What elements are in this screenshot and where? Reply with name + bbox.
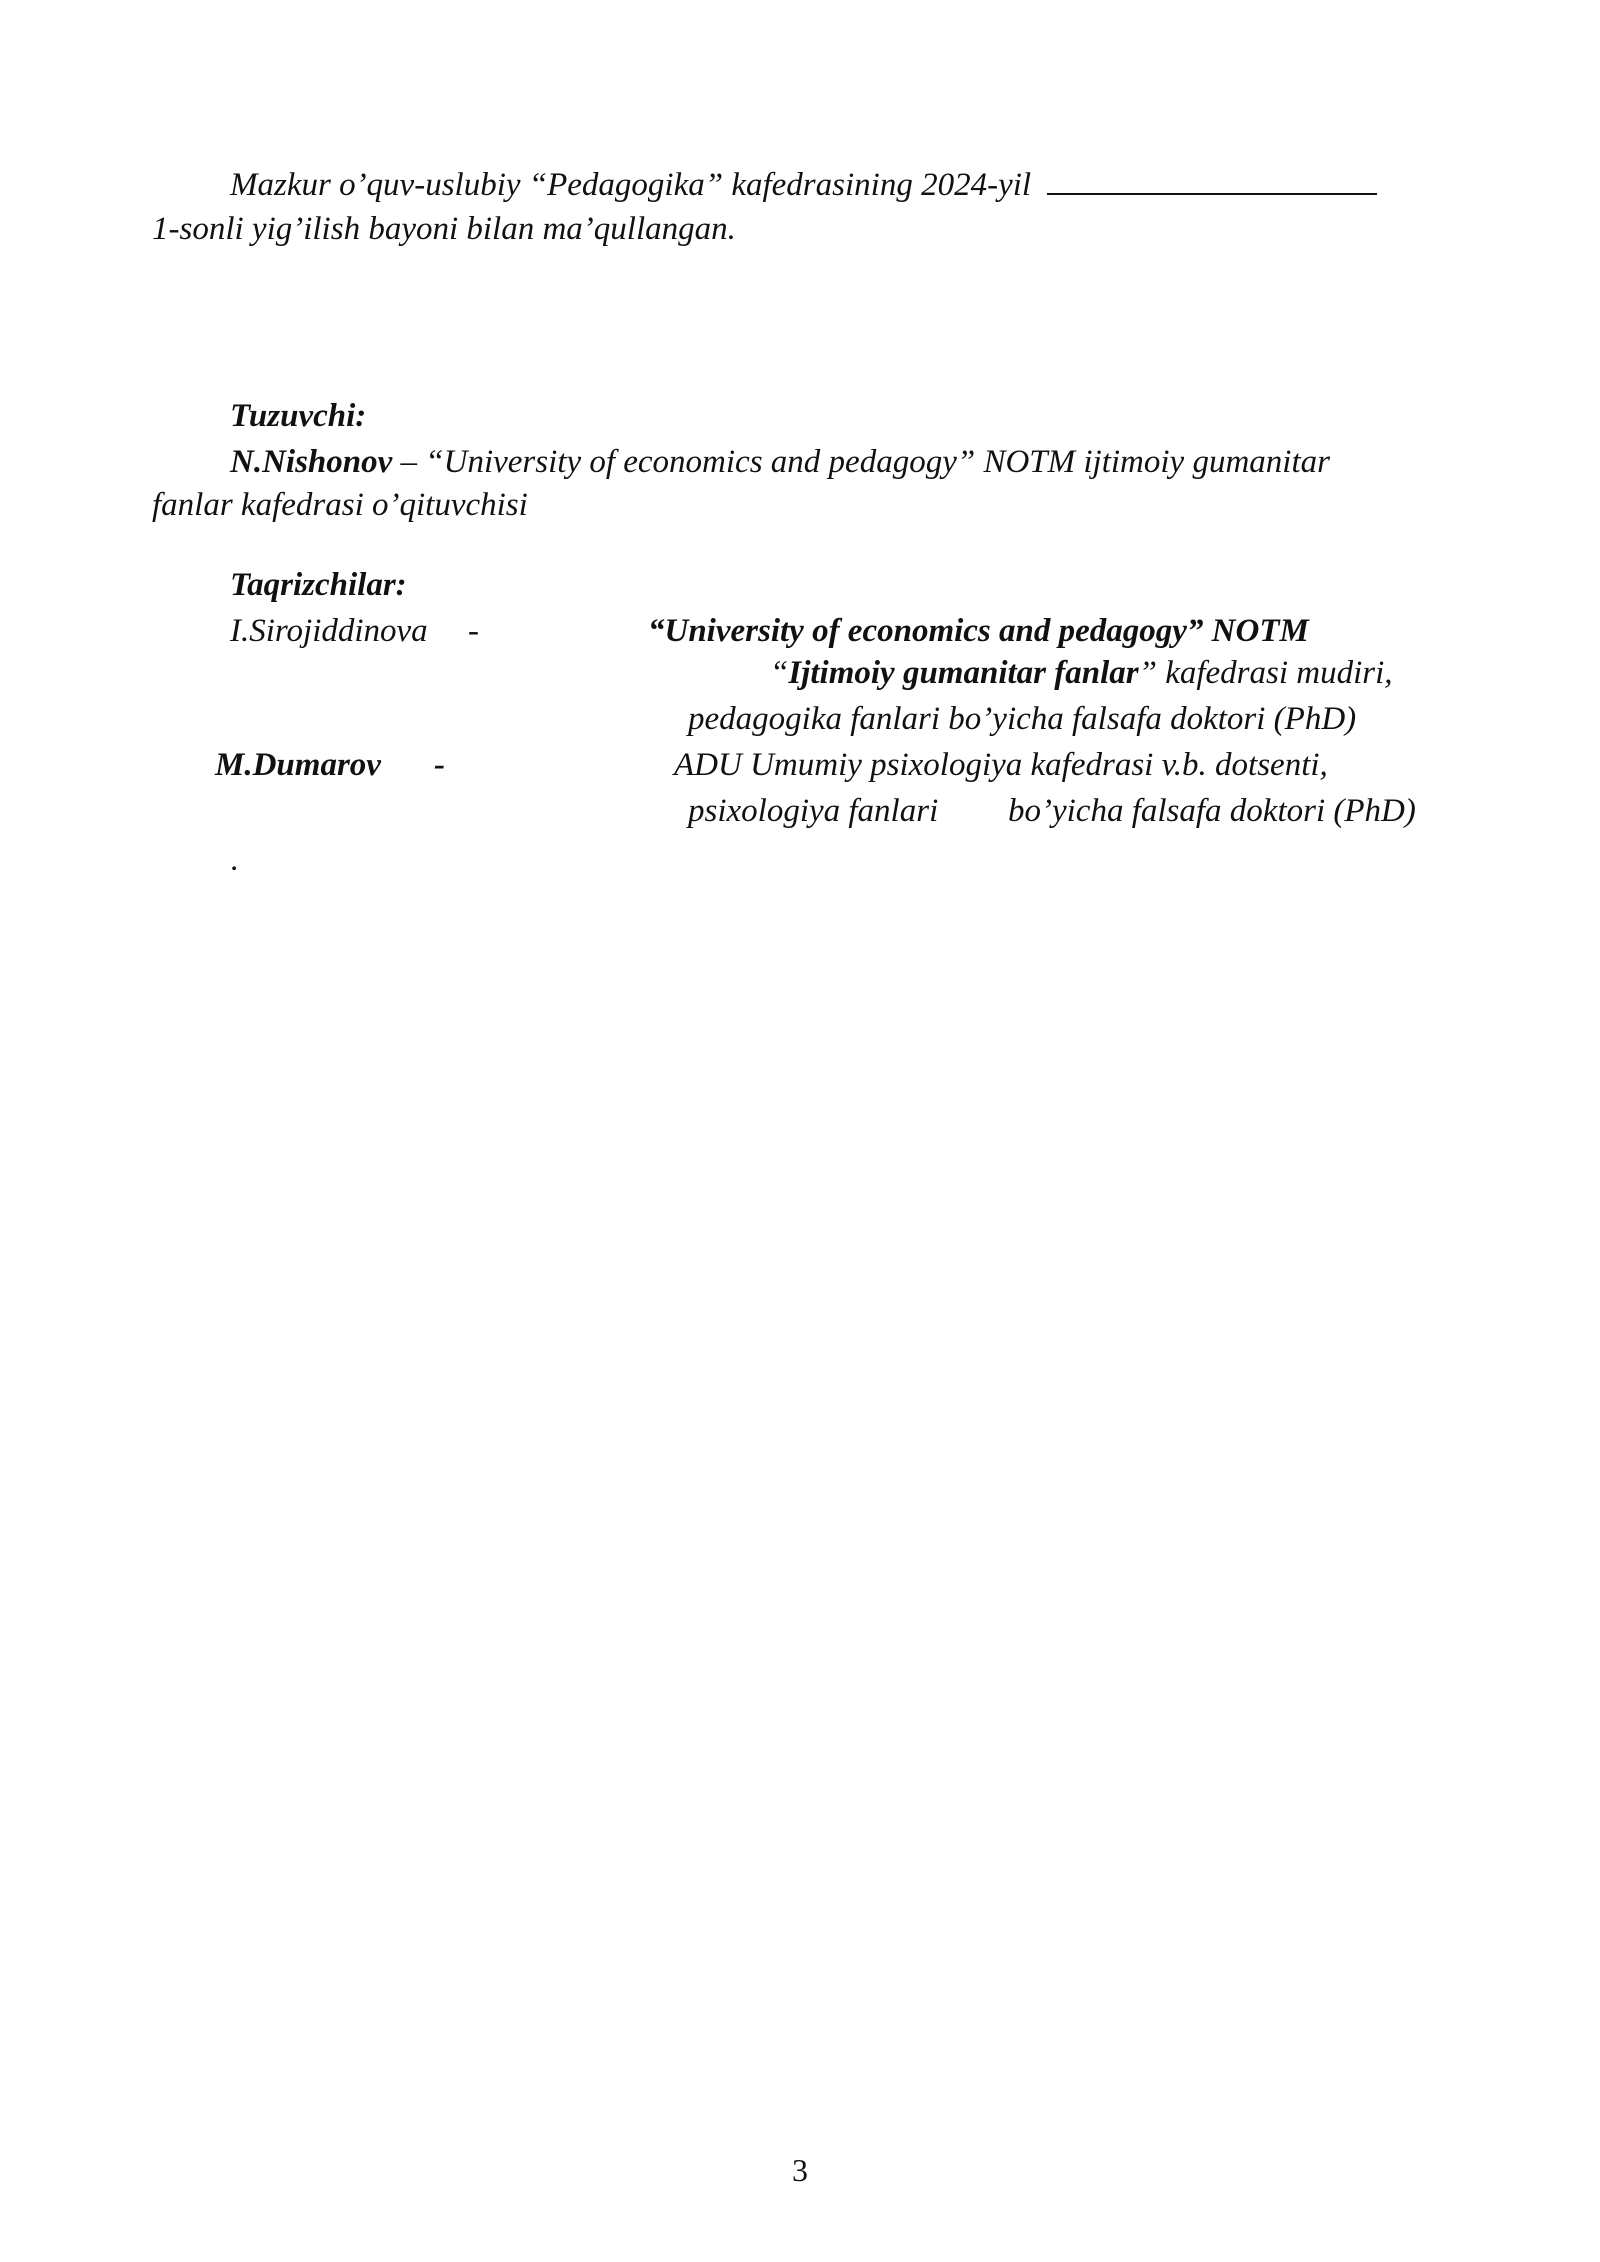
reviewer-2-name: M.Dumarov <box>215 747 381 783</box>
blank-underline <box>1047 163 1377 195</box>
reviewer-2-line-2a: psixologiya fanlari <box>688 793 939 829</box>
reviewer-2-line-1: ADU Umumiy psixologiya kafedrasi v.b. dotsenti, <box>674 747 1328 783</box>
compiler-line-2: fanlar kafedrasi o’qituvchisi <box>152 487 528 523</box>
compiler-line-1 <box>230 442 1330 482</box>
compiler-desc-1: – “University of economics and pedagogy” NOTM ijtimoiy gumanitar <box>392 444 1330 480</box>
approval-line-1 <box>230 163 1377 205</box>
reviewer-1-dash: - <box>468 613 479 649</box>
reviewer-2-dash: - <box>434 747 445 783</box>
reviewer-1-line-3: pedagogika fanlari bo’yicha falsafa doktori (PhD) <box>688 701 1357 737</box>
reviewer-1-line-1: “University of economics and pedagogy” NOTM <box>648 613 1309 649</box>
quote-open: “ <box>770 655 789 691</box>
compiler-name: N.Nishonov <box>230 444 393 480</box>
department-name: Ijtimoiy gumanitar fanlar <box>788 655 1139 691</box>
approval-text: Mazkur o’quv-uslubiy “Pedagogika” kafedrasining 2024-yil <box>230 167 1032 203</box>
reviewers-heading: Taqrizchilar: <box>230 567 407 603</box>
reviewer-1-role: ” kafedrasi mudiri, <box>1138 655 1393 691</box>
reviewer-2-line-2b: bo’yicha falsafa doktori (PhD) <box>1008 793 1416 829</box>
reviewer-1-line-2 <box>770 653 1393 693</box>
page-number: 3 <box>792 2152 808 2188</box>
compiler-heading: Tuzuvchi: <box>230 398 367 434</box>
approval-line-2: 1-sonli yig’ilish bayoni bilan ma’qullangan. <box>152 211 736 247</box>
trailing-dot: . <box>230 842 239 878</box>
reviewer-1-name: I.Sirojiddinova <box>230 613 428 649</box>
